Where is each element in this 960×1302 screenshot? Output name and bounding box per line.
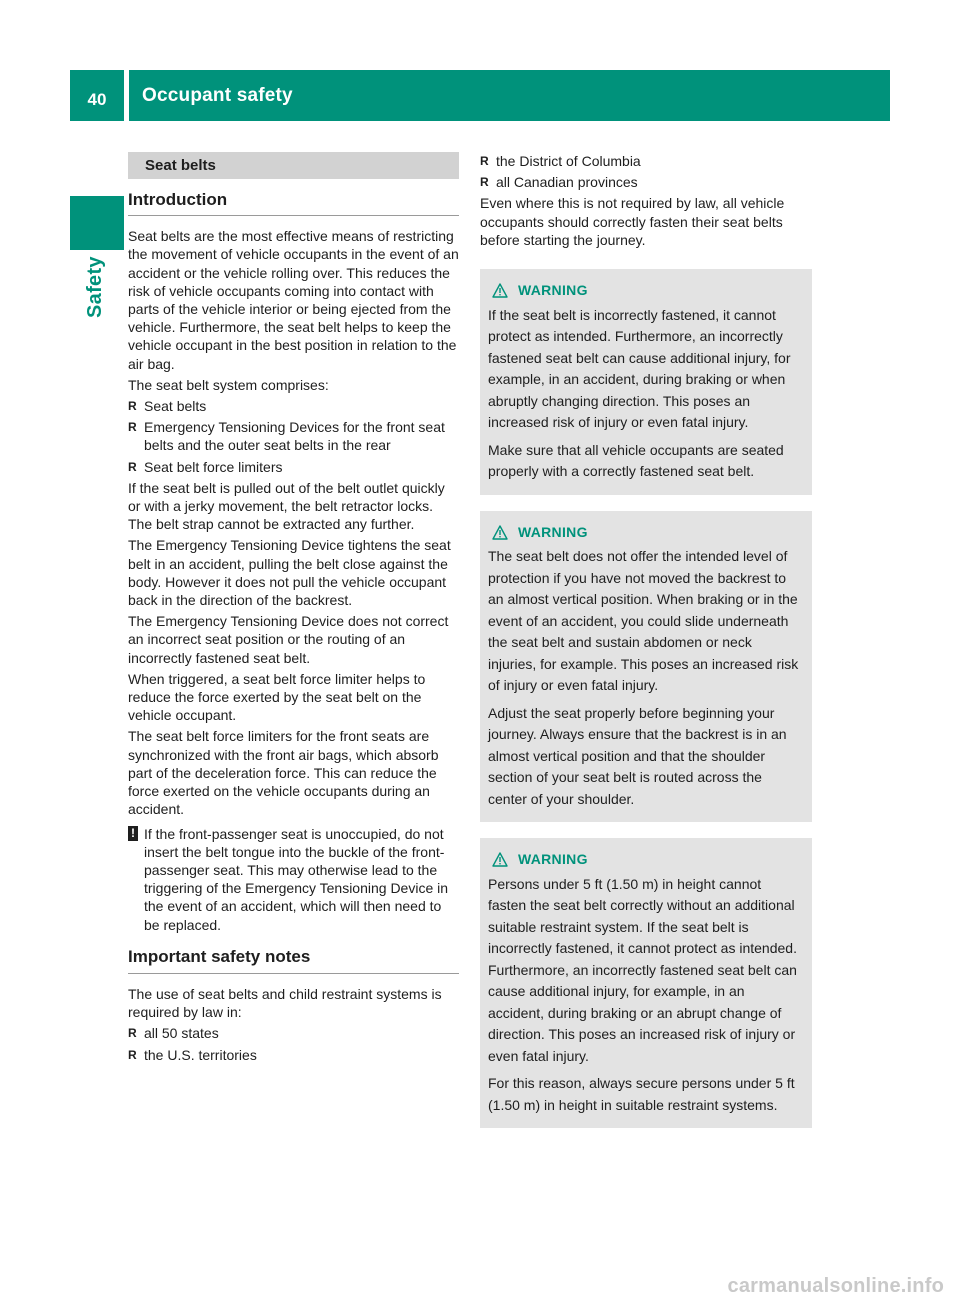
warning-header <box>492 522 803 544</box>
bullet-icon: R <box>128 399 137 414</box>
warning-triangle-icon <box>492 283 508 298</box>
warning-title: WARNING <box>518 523 588 540</box>
system-list <box>128 397 459 476</box>
left-column <box>128 152 459 1067</box>
note-block <box>128 825 459 934</box>
list-item <box>128 418 459 454</box>
safety-intro: The use of seat belts and child restraint systems is required by law in: <box>128 985 442 1021</box>
bullet-icon: R <box>128 459 137 474</box>
warning-header <box>492 849 803 871</box>
law-list-left <box>128 1024 459 1063</box>
list-item <box>128 397 459 415</box>
bullet-icon: R <box>128 420 137 435</box>
warning-box <box>480 511 812 823</box>
safety-notes-heading: Important safety notes <box>128 948 459 974</box>
right-column <box>480 152 812 1144</box>
side-tab-label: Safety <box>84 256 106 318</box>
law-list-right <box>480 152 812 191</box>
side-tab-marker <box>70 196 124 250</box>
warning-paragraph: Adjust the seat properly before beginning your journey. Always ensure that the backrest is in an almost vertical position and that the shoulder section of your seat belt is routed across the center of your shoulder. <box>488 704 787 807</box>
body-paragraph: If the seat belt is pulled out of the belt outlet quickly or with a jerky movement, the belt retractor locks. The belt strap cannot be extracted any further. <box>128 479 445 533</box>
body-paragraph: When triggered, a seat belt force limiter helps to reduce the force exerted by the seat belt on the vehicle occupant. <box>128 670 426 724</box>
warning-paragraph: Make sure that all vehicle occupants are seated properly with a correctly fastened seat belt. <box>488 441 784 480</box>
bullet-icon: R <box>480 175 489 190</box>
list-item <box>128 1024 459 1042</box>
page-title: Occupant safety <box>142 85 293 106</box>
warning-box <box>480 838 812 1128</box>
intro-paragraph: Seat belts are the most effective means of restricting the movement of vehicle occupants in the event of an accident or the vehicle rolling over. This reduces the risk of vehicle occupants coming into contact with parts of the vehicle interior or being ejected from the vehicle. Furthermore, the seat belt helps to keep the vehicle occupant in the best position in relation to the air bag. <box>128 228 459 372</box>
list-item-text: all Canadian provinces <box>496 174 638 191</box>
body-paragraph: The seat belt force limiters for the front seats are synchronized with the front air bags, which absorb part of the deceleration force. This can reduce the force exerted on the vehicle occupants during an accident. <box>128 728 439 818</box>
warning-title: WARNING <box>518 282 588 299</box>
exclamation-icon: ! <box>128 826 138 841</box>
list-item-text: all 50 states <box>144 1025 219 1042</box>
warning-header <box>492 280 803 302</box>
page-number: 40 <box>87 90 107 109</box>
warning-paragraph: Persons under 5 ft (1.50 m) in height cannot fasten the seat belt correctly without an additional suitable restraint system. If the seat belt is incorrectly fastened, it cannot protect as intended. Furthermore, an incorrectly fastened seat belt can cause additional injury, for example, in an accident, during braking or an abrupt change of direction. This poses an increased risk of injury or even fatal injury. <box>488 875 797 1064</box>
list-item <box>128 458 459 476</box>
list-item-text: Seat belt force limiters <box>144 458 283 475</box>
law-paragraph: Even where this is not required by law, all vehicle occupants should correctly fasten their seat belts before starting the journey. <box>480 195 785 248</box>
list-item <box>480 173 812 191</box>
warning-box <box>480 269 812 495</box>
note-text: If the front-passenger seat is unoccupied, do not insert the belt tongue into the buckle of the front-passenger seat. This may otherwise lead to the triggering of the Emergency Tensioning Device in the event of an accident, which will then need to be replaced. <box>144 825 449 933</box>
list-item <box>128 1046 459 1064</box>
bullet-icon: R <box>128 1026 137 1041</box>
list-item-text: the District of Columbia <box>496 153 641 169</box>
bullet-icon: R <box>128 1047 137 1062</box>
intro-paragraph: The seat belt system comprises: <box>128 376 329 393</box>
warning-paragraph: The seat belt does not offer the intended level of protection if you have not moved the backrest to an almost vertical position. When braking or in the event of an accident, you could slide underneath the seat belt and sustain abdomen or neck injuries, for example. This poses an increased risk of injury or even fatal injury. <box>488 548 799 694</box>
warning-paragraph: If the seat belt is incorrectly fastened, it cannot protect as intended. Furthermore, an incorrectly fastened seat belt can cause additional injury, for example, in an accident, during braking or when abruptly changing direction. This poses an increased risk of injury or even fatal injury. <box>488 306 791 431</box>
warning-title: WARNING <box>518 851 588 868</box>
body-paragraph: The Emergency Tensioning Device does not correct an incorrect seat position or the routing of an incorrectly fastened seat belt. <box>128 613 449 666</box>
list-item-text: the U.S. territories <box>144 1046 257 1063</box>
list-item-text: Seat belts <box>144 398 207 415</box>
section-title: Seat belts <box>128 152 459 179</box>
watermark: carmanualsonline.info <box>727 1275 944 1297</box>
list-item <box>480 152 812 170</box>
list-item-text: Emergency Tensioning Devices for the front seat belts and the outer seat belts in the rear <box>144 419 445 454</box>
warning-triangle-icon <box>492 852 508 867</box>
warning-paragraph: For this reason, always secure persons under 5 ft (1.50 m) in height in suitable restraint systems. <box>488 1075 795 1113</box>
warning-triangle-icon <box>492 525 508 540</box>
bullet-icon: R <box>480 154 489 168</box>
introduction-heading: Introduction <box>128 191 459 216</box>
body-paragraph: The Emergency Tensioning Device tightens the seat belt in an accident, pulling the belt close against the body. However it does not pull the vehicle occupant back in the direction of the backrest. <box>128 537 451 609</box>
